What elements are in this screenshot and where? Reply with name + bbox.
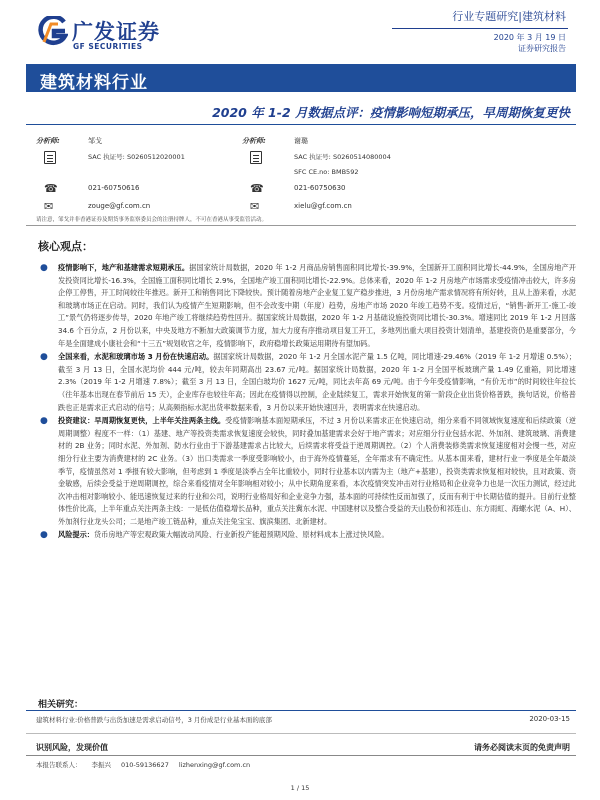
footer-divider [26,755,576,756]
email-icon: ✉ [250,200,260,213]
industry-title: 建筑材料行业 [40,73,148,93]
bullet-icon: ● [40,530,48,541]
core-point-lead: 疫情影响下，地产和基建需求短期承压。 [58,263,190,272]
footer-slogan: 识别风险，发现价值 [36,743,108,752]
core-point-lead: 投资建议：早周期恢复更快，上半年关注两条主线。 [58,416,226,426]
contact-name: 李振兴 [91,761,111,769]
logo-text-cn: 广发证券 [72,20,160,44]
bullet-icon: ● [40,352,48,363]
subtitle-divider [26,124,576,125]
bullet-icon: ● [40,416,48,427]
industry-title-band [26,64,576,92]
report-subtitle: 2020 年 1-2 月数据点评：疫情影响短期承压，早周期恢复更快 [212,105,570,120]
analyst-label: 分析师: [242,137,266,145]
analyst-disclaimer: 请注意，邹戈并非香港证券及期货事务监察委员会的注册持牌人，不可在香港从事受监管活动。 [36,217,268,223]
report-type [452,8,566,24]
core-points-heading: 核心观点： [38,240,93,253]
core-point-text: 货币房地产等宏观政策大幅波动风险、行业新投产能超预期风险、原材料成本上涨过快风险。 [93,530,389,540]
report-date: 2020 年 3 月 19 日 [493,33,566,42]
core-point-text: 受疫情影响基本面短期承压，不过 3 月份以来需求正在快速启动，细分来看不同领域恢复速度和后续政策（逆周期调整）程度不一样：（1）基建、地产等投资类需求恢复速度会较快，同时叠加基建需求会好于地产需求；对应细分行业包括水泥、外加剂、建筑玻璃、消费建材的 2B 业务；同时水泥、外加剂、防水行业由于下游基建需求占比较大，后续需求将受益于逆周期调控。（2）个人消费装修类需求恢复速度相对会慢一些，对应细分行业主要为消费建材的 2C 业务。（3）出口类需求一季度受影响较小，由于海外疫情蔓延，全年需求有不确定性。从基本面来看，建材行业一季度是全年最淡季节，疫情虽然对 1 季报有较大影响，但考虑到 1 季度是淡季占全年比重较小，同时行业基本以内需为主（地产+基建），投资类需求恢复相对较快，且对政策、资金敏感，后续会受益于逆周期调控，综合来看疫情对全年影响相对较小；从中长期角度来看，本次疫情突发冲击对行业格局和企业竞争力也是一次压力测试，经过此次冲击相对影响较小、能迅速恢复过来的行业和公司，说明行业格局好和企业竞争力强，基本面的可持续性反而加强了，反而有利于中长期估值的提升。目前行业整体性价比高，上半年重点关注两条主线：一是低估值稳增长品种，重点关注冀东水泥、中国建材以及整合受益的天山股份和祁连山、东方雨虹、海螺水泥（A、H）、外加剂行业龙头公司；二是地产竣工链品种，重点关注兔宝宝、旗滨集团、北新建材。 [58,416,576,526]
analyst-phone: 021-60750616 [88,184,140,192]
bullet-icon: ● [40,263,48,273]
analyst-label: 分析师: [36,137,60,145]
related-report-date: 2020-03-15 [529,715,570,723]
contact-email[interactable]: lizhenxing@gf.com.cn [178,761,251,769]
core-point [40,351,576,414]
analyst-sac: SAC 执证号: S0260512020001 [88,153,185,161]
core-point [40,529,576,542]
core-point [40,415,576,528]
gf-logo-icon [38,16,68,46]
core-point-text: 据国家统计局数据，2020 年 1-2 月商品房销售面积同比增长-39.9%，全国新开工面积同比增长-44.9%，全国房地产开发投资同比增长-16.3%，全国施工面积同比增长 2.9%，全国地产竣工面积同比增长-22.9%。总体来看，2020 年 1-2 月房地产市场需求受疫情冲击较大，许多房企停工停售，开工时间较往年推迟。新开工和销售同比下降较快。预计随着房地产企业复工复产稳步推进，3 月份房地产需求情况将有所好转，且从上游来看，水泥和玻璃市场正在启动。同时，我们认为疫情产生短期影响，但不会改变中期（年度）趋势，房地产市场 2020 年竣工趋势不变。疫情过后，“销售-新开工-施工-竣工”景气仍将逐步传导，2020 年地产竣工将继续趋势性回升。据国家统计局数据，2020 年 1-2 月基础设施投资同比增长-30.3%。增速同比 2019 年 1-2 月回落 34.6 个百分点，2 月份以来，中央及地方不断加大政策调节力度，加大力度有序推动项目复工开工，多地列出重大项目投资计划清单，基建投资仍是重要部分，今年是全面建成小康社会和“十三五”规划收官之年，疫情影响下，政府稳增长政策运用期待有望加码。 [58,263,576,348]
certificate-icon [44,151,56,164]
related-divider [26,710,576,711]
analyst-phone: 021-60750630 [294,184,346,192]
core-point-lead: 全国来看，水泥和玻璃市场 3 月份在快速启动。 [58,352,214,362]
core-point-lead: 风险提示： [58,530,94,540]
core-points-list [40,262,576,543]
report-kind: 证券研究报告 [518,44,566,53]
certificate-icon [250,151,262,164]
phone-icon: ☎ [44,182,58,195]
related-research-heading: 相关研究： [38,700,84,710]
analyst-name: 邹戈 [88,137,102,145]
section-divider [26,225,576,226]
analyst-name: 谢璐 [294,137,308,145]
contact-phone: 010-59136627 [121,761,169,769]
analyst-sac: SAC 执证号: S0260514080004 [294,153,391,161]
related-report-link[interactable]: 建筑材料行业:价格普跌与出货加速是需求启动信号，3 月份成是行业基本面的底部 [36,716,272,724]
analyst-email[interactable]: xielu@gf.com.cn [294,202,352,210]
phone-icon: ☎ [250,182,264,195]
email-icon: ✉ [44,200,54,213]
core-point-text: 据国家统计局数据，2020 年 1-2 月全国水泥产量 1.5 亿吨，同比增速-29.46%（2019 年 1-2 月增速 0.5%）；截至 3 月 13 日，全国水泥均价 444 元/吨，较去年同期高出 23.67 元/吨。据国家统计局数据，2020 年 1-2 月全国平板玻璃产量 1.49 亿重箱，同比增速 2.3%（2019 年 1-2 月增速 7.8%）；截至 3 月 13 日，全国白玻均价 1627 元/吨，同比去年高 69 元/吨。由于今年受疫情影响，“有价无市”的时间较往年拉长（往年基本出现在春节前后 15 天），企业库存也较往年高；因此在疫情得以控制，企业陆续复工，需求开始恢复的第一阶段企业出货价格普跌，换句话说，价格普跌也正是需求正式启动的信号；从高频指标水泥出货率数据来看，3 月份以来开始快速回升，表明需求在快速启动。 [58,352,576,412]
analyst-sfc: SFC CE.no: BMB592 [294,168,359,176]
page-number: 1 / 15 [290,784,310,792]
contact-label: 本报告联系人： [36,761,82,769]
related-bottom-divider [26,733,576,734]
report-contact [36,760,260,769]
analyst-email[interactable]: zouge@gf.com.cn [88,202,151,210]
report-type-label: 行业专题研究|建筑材料 [452,10,566,23]
footer-disclaimer-note: 请务必阅读末页的免责声明 [474,743,570,752]
core-point [40,262,576,350]
company-logo [38,8,198,54]
header-divider [392,28,568,29]
logo-text-en: GF SECURITIES [73,42,143,51]
